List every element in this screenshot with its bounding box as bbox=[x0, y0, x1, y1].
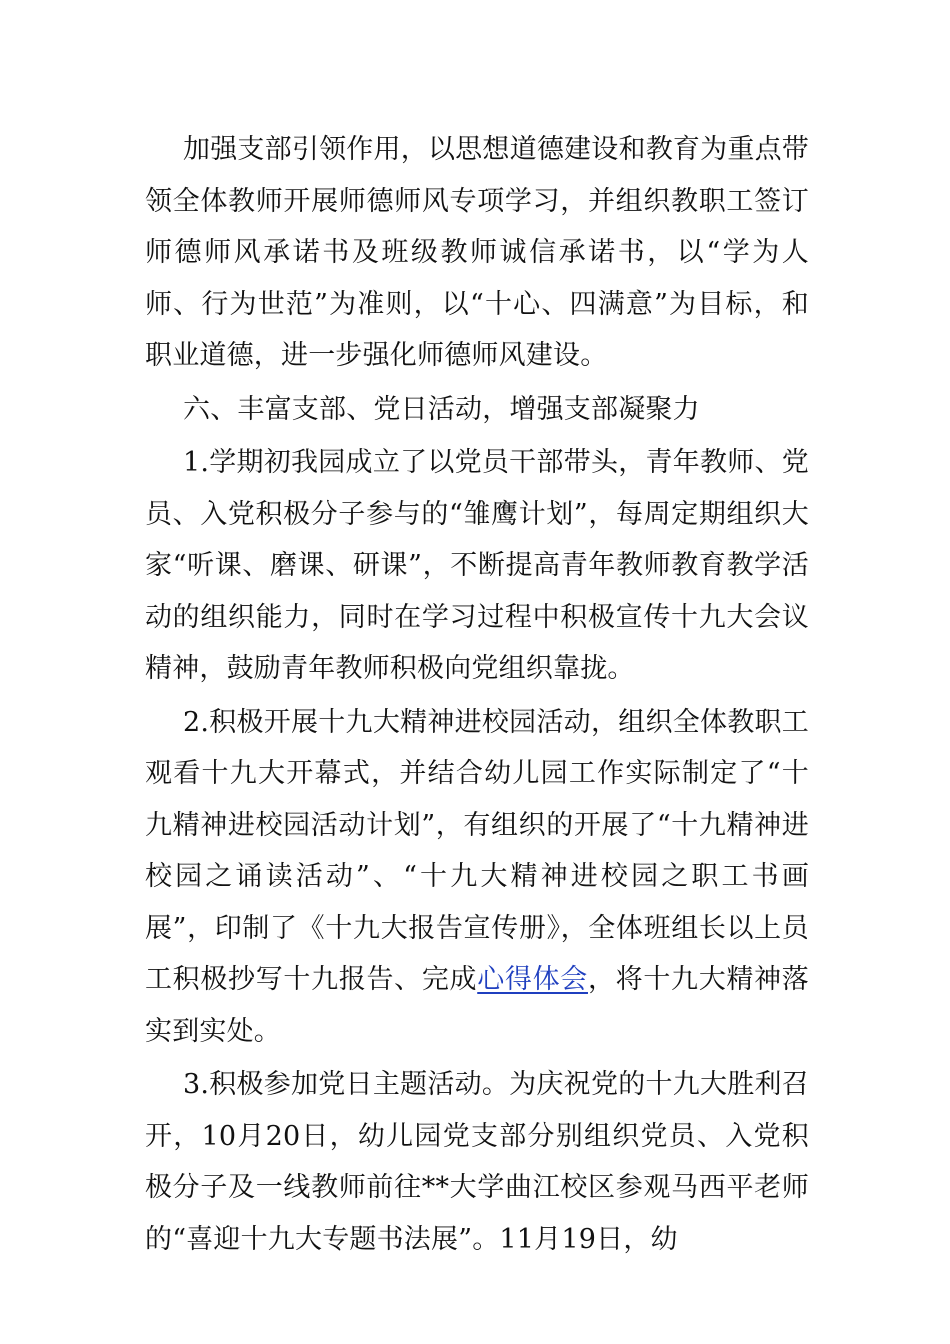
paragraph-item-1: 1.学期初我园成立了以党员干部带头，青年教师、党员、入党积极分子参与的“雏鹰计划”，每周定期组织大家“听课、磨课、研课”，不断提高青年教师教育教学活动的组织能力，同时在学习过程中积极宣传十九大会议精神，鼓励青年教师积极向党组织靠拢。 bbox=[145, 447, 809, 684]
paragraph-item-2-text-after-link: ，将十九大精神落实到实处。 bbox=[145, 964, 809, 1047]
section-heading-six: 六、丰富支部、党日活动，增强支部凝聚力 bbox=[183, 393, 700, 425]
document-body bbox=[145, 124, 809, 1265]
xinde-tihui-link[interactable]: 心得体会 bbox=[477, 964, 588, 995]
paragraph-item-2-text-before-link: 2.积极开展十九大精神进校园活动，组织全体教职工观看十九大开幕式，并结合幼儿园工作实际制定了“十九精神进校园活动计划”，有组织的开展了“十九精神进校园之诵读活动”、“十九大精神进校园之职工书画展”，印制了《十九大报告宣传册》，全体班组长以上员工积极抄写十九报告、完成 bbox=[145, 706, 809, 995]
paragraph-item-3: 3.积极参加党日主题活动。为庆祝党的十九大胜利召开，10月20日，幼儿园党支部分别组织党员、入党积极分子及一线教师前往**大学曲江校区参观马西平老师的“喜迎十九大专题书法展”。11月19日，幼 bbox=[145, 1069, 809, 1255]
paragraph-teacher-ethics: 加强支部引领作用，以思想道德建设和教育为重点带领全体教师开展师德师风专项学习，并组织教职工签订师德师风承诺书及班级教师诚信承诺书，以“学为人师、行为世范”为准则，以“十心、四满意”为目标，和职业道德，进一步强化师德师风建设。 bbox=[145, 134, 809, 371]
paragraph-item-2 bbox=[145, 697, 809, 1058]
